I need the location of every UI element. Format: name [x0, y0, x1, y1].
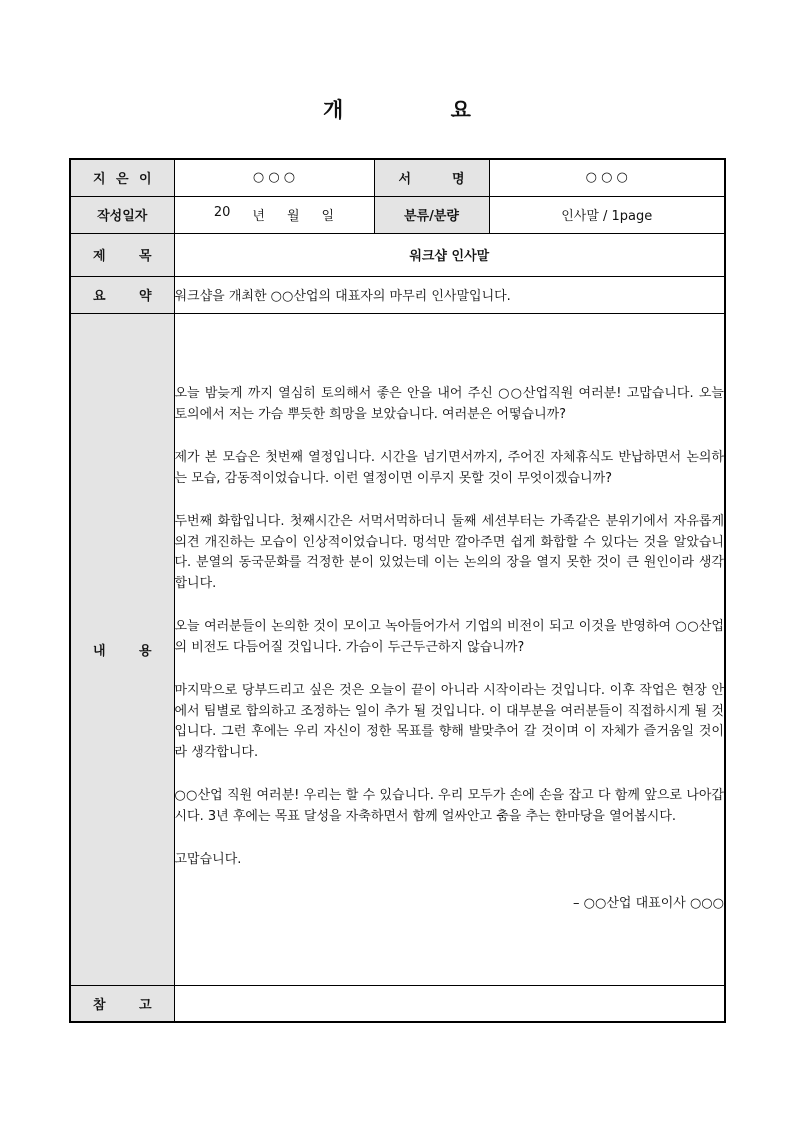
- signature-label: 서 명: [374, 159, 489, 196]
- category-value[interactable]: 인사말 / 1page: [489, 196, 725, 233]
- note-value[interactable]: [174, 985, 725, 1022]
- note-row: [70, 985, 725, 1022]
- summary-label: 요 약: [70, 276, 174, 313]
- content-paragraph: 마지막으로 당부드리고 싶은 것은 오늘이 끝이 아니라 시작이라는 것입니다. 이후 작업은 현장 안에서 팀별로 합의하고 조정하는 일이 추가 될 것입니다. 이 대부분을 여러분들이 직접하시게 될 것입니다. 그런 후에는 우리 자신이 정한 목표를 향해 발맞추어 갈 것이며 이 자체가 즐거움일 것이라 생각합니다.: [174, 683, 724, 760]
- date-label: 작성일자: [70, 196, 174, 233]
- content-body[interactable]: [174, 313, 725, 985]
- title-row: [70, 233, 725, 276]
- content-row: [70, 313, 725, 985]
- summary-value[interactable]: 워크샵을 개최한 ○○산업의 대표자의 마무리 인사말입니다.: [174, 276, 725, 313]
- overview-form-table: [69, 158, 726, 1023]
- category-label: 분류/분량: [374, 196, 489, 233]
- content-paragraph: ○○산업 직원 여러분! 우리는 할 수 있습니다. 우리 모두가 손에 손을 잡고 다 함께 앞으로 나아갑시다. 3년 후에는 목표 달성을 자축하면서 함께 얼싸안고 춤을 추는 한마당을 열어봅시다.: [174, 788, 724, 824]
- date-value[interactable]: [174, 196, 374, 233]
- author-row: [70, 159, 725, 196]
- date-day-unit: 일: [321, 209, 335, 224]
- note-label: 참 고: [70, 985, 174, 1022]
- content-paragraph: 고맙습니다.: [174, 852, 242, 867]
- content-label: 내 용: [70, 313, 174, 985]
- date-year: 20: [213, 205, 231, 220]
- summary-row: [70, 276, 725, 313]
- date-row: [70, 196, 725, 233]
- content-paragraph: 오늘 여러분들이 논의한 것이 모이고 녹아들어가서 기업의 비전이 되고 이것을 반영하여 ○○산업의 비전도 다듬어질 것입니다. 가슴이 두근두근하지 않습니까?: [174, 619, 724, 655]
- document-title: 개 요: [323, 98, 521, 122]
- signature-value[interactable]: ○ ○ ○: [489, 159, 725, 196]
- content-signature: – ○○산업 대표이사 ○○○: [573, 895, 724, 911]
- content-paragraph: 오늘 밤늦게 까지 열심히 토의해서 좋은 안을 내어 주신 ○○산업직원 여러분! 고맙습니다. 오늘 토의에서 저는 가슴 뿌듯한 희망을 보았습니다. 여러분은 어떻습니까?: [174, 386, 724, 422]
- title-value[interactable]: 워크샵 인사말: [174, 233, 725, 276]
- content-paragraph: 두번째 화합입니다. 첫째시간은 서먹서먹하더니 둘째 세션부터는 가족같은 분위기에서 자유롭게 의견 개진하는 모습이 인상적이었습니다. 멍석만 깔아주면 쉽게 화합할 수 있다는 것을 알았습니다. 분열의 동국문화를 걱정한 분이 있었는데 이는 논의의 장을 열지 못한 것이 큰 원인이라 생각합니다.: [174, 514, 724, 591]
- date-year-unit: 년: [252, 209, 265, 224]
- author-label: 지 은 이: [70, 159, 174, 196]
- author-value[interactable]: ○ ○ ○: [174, 159, 374, 196]
- title-label: 제 목: [70, 233, 174, 276]
- content-paragraph: 제가 본 모습은 첫번째 열정입니다. 시간을 넘기면서까지, 주어진 자체휴식도 반납하면서 논의하는 모습, 감동적이었습니다. 이런 열정이면 이루지 못할 것이 무엇이겠습니까?: [174, 450, 724, 486]
- date-month-unit: 월: [286, 209, 300, 224]
